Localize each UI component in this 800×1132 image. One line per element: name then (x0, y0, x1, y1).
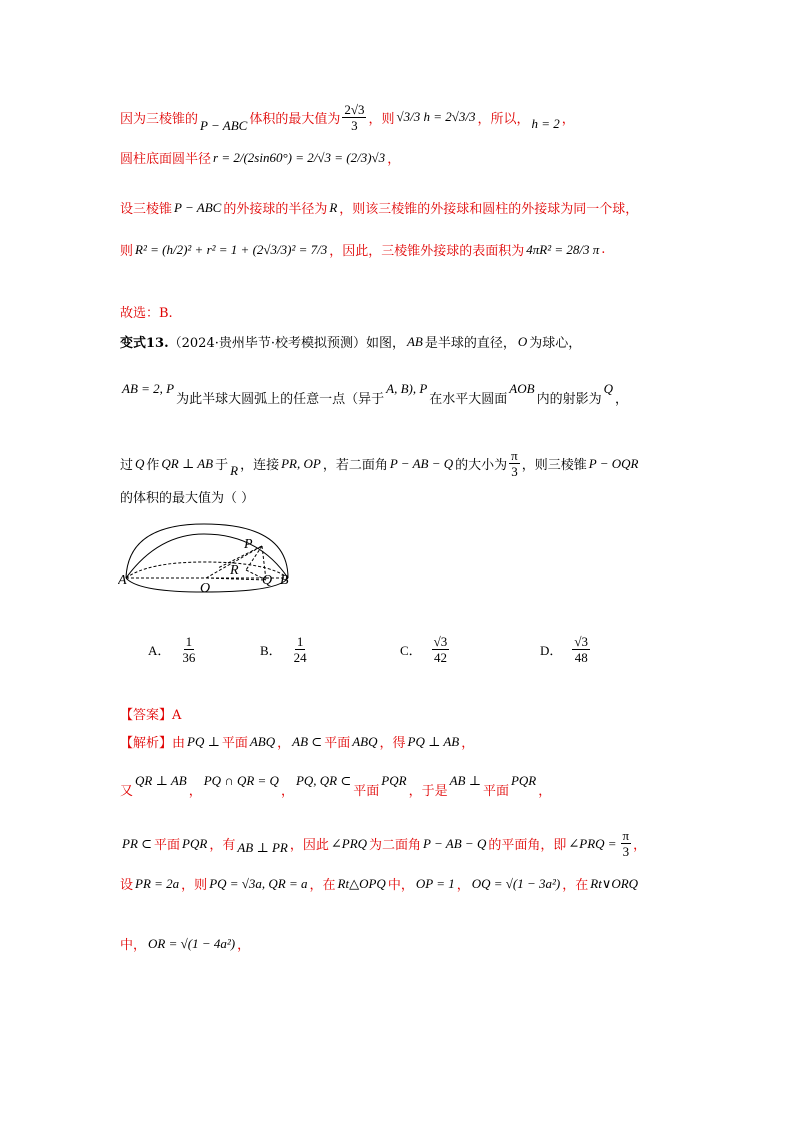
text: ，于是 (408, 784, 448, 799)
answer-line (120, 704, 680, 723)
math: AB ⊥ (449, 772, 481, 788)
math: P − AB − Q (423, 835, 487, 851)
math: PQR (182, 835, 208, 851)
math-R: R (329, 199, 338, 215)
math: ∠PRQ (330, 835, 368, 851)
math: PQ = √3a, QR = a (209, 875, 308, 891)
analysis-line-4 (120, 874, 680, 893)
math-pabc: P − ABC (174, 199, 222, 215)
text: 平面 (324, 736, 351, 751)
text: 作 (146, 458, 160, 473)
frac-den: 24 (293, 650, 307, 665)
math-PR-OP: PR, OP (281, 455, 321, 471)
text: ，则三棱锥 (521, 458, 587, 473)
math-eq: √3/3 h = 2√3/3 (396, 109, 476, 124)
math-P-OQR: P − OQR (588, 455, 639, 471)
option-c[interactable] (400, 634, 451, 665)
option-fraction (572, 634, 590, 665)
math: Rt△OPQ (337, 875, 386, 891)
text: 于 (215, 458, 229, 473)
text: ，若二面角 (322, 458, 388, 473)
text: 为二面角 (369, 838, 422, 853)
frac-num: π (511, 448, 518, 463)
math-Q: Q (603, 380, 613, 396)
option-d[interactable] (540, 634, 592, 665)
text: ， (633, 838, 647, 853)
solution-line-1 (120, 100, 680, 134)
math-h: h = 2 (531, 116, 560, 131)
text: 的大小为 (455, 458, 508, 473)
text: 的平面角，即 (488, 838, 567, 853)
option-fraction (432, 634, 450, 665)
math-AB: AB (406, 333, 423, 349)
math: PQ ⊥ AB (407, 733, 460, 749)
text: ， (561, 111, 575, 127)
text: 圆柱底面圆半径 (120, 152, 212, 167)
text: ，因此 (289, 838, 329, 853)
solution-line-3 (120, 198, 680, 217)
math-AB-P: A, B), P (386, 380, 428, 396)
problem-source: （2024·贵州毕节·校考模拟预测）如图， (168, 336, 405, 351)
solution-line-4 (120, 240, 680, 259)
label-Q: Q (262, 573, 273, 588)
analysis-line-3 (120, 828, 680, 859)
text: 则 (120, 244, 134, 259)
analysis-line-1 (120, 732, 680, 751)
fraction-pi-over-3 (509, 448, 520, 479)
math-QR-perp-AB: QR ⊥ AB (161, 455, 214, 471)
text: 平面 (154, 838, 181, 853)
label-A: A (118, 573, 127, 588)
option-fraction (292, 634, 309, 665)
text: 又 (120, 784, 134, 799)
math: OQ = √(1 − 3a²) (471, 875, 561, 891)
math-R: R (230, 462, 239, 478)
math-AB-eq-2: AB = 2, P (122, 380, 175, 396)
math: PQ ⊥ (187, 733, 220, 749)
option-label: A． (148, 643, 171, 658)
text: 由 (172, 736, 186, 751)
text: 设 (120, 878, 134, 893)
math: AB ⊂ (292, 733, 323, 749)
frac-den: 3 (622, 844, 630, 859)
answer-label: 【答案】A (120, 708, 182, 723)
label-B: B (280, 573, 289, 588)
text: ， (456, 878, 470, 893)
math-Q: Q (135, 455, 145, 471)
text: 设三棱锥 (120, 202, 173, 217)
math-pabc: P − ABC (200, 118, 248, 133)
text: ，则该三棱锥的外接球和圆柱的外接球为同一个球， (339, 202, 639, 217)
text: 为球心， (529, 336, 582, 351)
frac-den: 3 (511, 464, 518, 479)
text: ， (538, 784, 552, 799)
text: ， (237, 938, 251, 953)
frac-den: 3 (351, 117, 358, 133)
text: 故选：B. (120, 306, 173, 321)
text: ， (614, 392, 628, 407)
math: PQR (510, 772, 537, 788)
fraction-2sqrt3-over-3 (342, 102, 366, 133)
frac-num: √3 (433, 634, 448, 649)
label-R: R (230, 563, 239, 578)
option-a[interactable] (148, 634, 199, 665)
segment-pa (218, 546, 262, 568)
math-R-squared: R² = (h/2)² + r² = 1 + (2√3/3)² = 7/3 (135, 241, 328, 257)
problem-line-1 (120, 332, 680, 351)
frac-num: 1 (185, 634, 193, 649)
option-b[interactable] (260, 634, 311, 665)
math-AOB: AOB (509, 380, 535, 396)
text: ，则 (181, 878, 208, 893)
math: AB ⊥ PR (237, 839, 288, 855)
math: PQR (381, 772, 407, 788)
option-fraction (180, 634, 197, 665)
text: 是半球的直径， (424, 336, 516, 351)
frac-num: 2√3 (344, 101, 365, 117)
text: ， (188, 784, 202, 799)
label-O: O (200, 581, 211, 596)
problem-line-2 (120, 378, 680, 407)
hemisphere-outer-arc (126, 524, 288, 578)
text: 中， (120, 938, 147, 953)
text: 平面 (353, 784, 380, 799)
analysis-label: 【解析】 (120, 736, 173, 751)
text: . (601, 242, 606, 257)
math-radius: r = 2/(2sin60°) = 2/√3 = (2/3)√3 (213, 149, 386, 165)
math: ∠PRQ = (568, 835, 617, 851)
analysis-line-5 (120, 934, 680, 953)
solution-line-2 (120, 148, 680, 167)
text: ，因此，三棱锥外接球的表面积为 (329, 244, 525, 259)
text: 因为三棱锥的 (120, 111, 199, 127)
math-dihedral: P − AB − Q (389, 455, 454, 471)
problem-label: 变式13. (120, 336, 169, 351)
math: PQ, QR ⊂ (295, 772, 352, 788)
text: 平面 (221, 736, 248, 751)
frac-den: 42 (433, 650, 447, 665)
text: ， (461, 736, 475, 751)
option-label: D． (540, 643, 563, 658)
math: ABQ (352, 733, 378, 749)
math: QR ⊥ AB (135, 772, 187, 788)
text: ，得 (379, 736, 406, 751)
math-surface-area: 4πR² = 28/3 π (526, 241, 600, 257)
text: 内的射影为 (536, 392, 602, 407)
text: 过 (120, 458, 134, 473)
text: ，在 (309, 878, 336, 893)
text: 的外接球的半径为 (223, 202, 328, 217)
fraction-pi-over-3 (621, 828, 632, 859)
frac-num: √3 (574, 634, 589, 649)
math: PR ⊂ (122, 835, 153, 851)
math: PQ ∩ QR = Q (203, 772, 279, 788)
label-P: P (244, 537, 253, 552)
text: 的体积的最大值为（ ） (120, 491, 255, 506)
math-O: O (517, 333, 528, 349)
text: ，则 (368, 111, 395, 127)
frac-den: 36 (182, 650, 196, 665)
math: PR = 2a (135, 875, 180, 891)
math: ABQ (249, 733, 276, 749)
math: Rt∨ORQ (590, 875, 639, 891)
text: ，所以， (477, 111, 530, 127)
text: ，在 (562, 878, 589, 893)
solution-line-5 (120, 302, 680, 321)
text: ， (277, 736, 291, 751)
text: 中， (387, 878, 414, 893)
hemisphere-figure (118, 518, 298, 598)
option-label: B． (260, 643, 282, 658)
math: OR = √(1 − 4a²) (148, 935, 236, 951)
text: 为此半球大圆弧上的任意一点（异于 (176, 392, 385, 407)
text: ， (387, 152, 401, 167)
problem-line-4 (120, 487, 680, 506)
text: ，连接 (240, 458, 280, 473)
frac-den: 48 (574, 650, 588, 665)
option-label: C． (400, 643, 422, 658)
text: 平面 (482, 784, 509, 799)
analysis-line-2 (120, 762, 680, 799)
text: ，有 (209, 838, 236, 853)
frac-num: 1 (296, 634, 304, 649)
problem-line-3 (120, 448, 680, 479)
text: 体积的最大值为 (249, 111, 341, 127)
text: ， (280, 784, 294, 799)
hemisphere-inner-arc (126, 534, 288, 578)
math: OP = 1 (415, 875, 455, 891)
text: 在水平大圆面 (429, 392, 508, 407)
frac-num: π (622, 828, 630, 843)
